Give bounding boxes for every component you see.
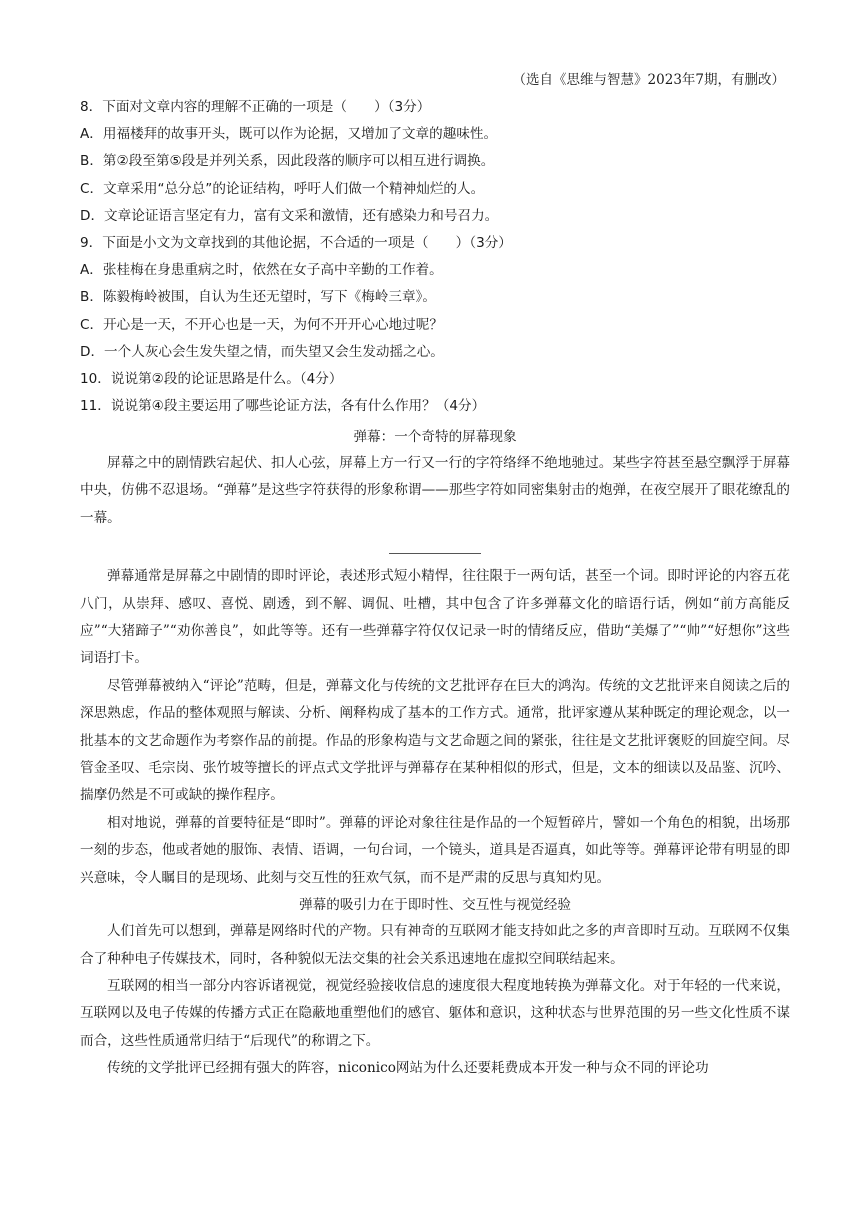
section-divider bbox=[389, 553, 481, 554]
article-heading-2: 弹幕的吸引力在于即时性、交互性与视觉经验 bbox=[299, 897, 571, 914]
option-8c: C．文章采用“总分总”的论证结构，呼吁人们做一个精神灿烂的人。 bbox=[80, 180, 485, 197]
option-9b: B．陈毅梅岭被围，自认为生还无望时，写下《梅岭三章》。 bbox=[80, 289, 436, 306]
option-9c: C．开心是一天，不开心也是一天，为何不开开心心地过呢？ bbox=[80, 316, 443, 333]
article-heading-1: 弹幕：一个奇特的屏幕现象 bbox=[353, 429, 517, 445]
article-paragraph: 尽管弹幕被纳入“评论”范畴，但是，弹幕文化与传统的文艺批评存在巨大的鸿沟。传统的文艺批评来自阅读之后的深思熟虑，作品的整体观照与解读、分析、阐释构成了基本的工作方式。通常，批评家遵从某种既定的理论观念，以一批基本的文艺命题作为考察作品的前提。作品的形象构造与文艺命题之间的紧张，往往是文艺批评褒贬的回旋空间。尽管金圣叹、毛宗岗、张竹坡等擅长的评点式文学批评与弹幕存在某种相似的形式，但是，文本的细读以及品鉴、沉吟、揣摩仍然是不可或缺的操作程序。 bbox=[80, 677, 790, 804]
option-8b: B．第②段至第⑤段是并列关系，因此段落的顺序可以相互进行调换。 bbox=[80, 153, 495, 170]
question-9: 9．下面是小文为文章找到的其他论据，不合适的一项是（ ）（3分） bbox=[80, 235, 512, 252]
article-intro-paragraph: 屏幕之中的剧情跌宕起伏、扣人心弦，屏幕上方一行又一行的字符络绎不绝地驰过。某些字符甚至悬空飘浮于屏幕中央，仿佛不忍退场。“弹幕”是这些字符获得的形象称谓——那些字符如同密集射击的炮弹，在夜空展开了眼花缭乱的一幕。 bbox=[80, 455, 790, 526]
article-paragraph: 弹幕通常是屏幕之中剧情的即时评论，表述形式短小精悍，往往限于一两句话，甚至一个词。即时评论的内容五花八门，从崇拜、感叹、喜悦、剧透，到不解、调侃、吐槽，其中包含了许多弹幕文化的暗语行话，例如“前方高能反应”“大猪蹄子”“劝你善良”，如此等等。还有一些弹幕字符仅仅记录一时的情绪反应，借助“美爆了”“帅”“好想你”这些词语打卡。 bbox=[80, 568, 790, 667]
option-8d: D．文章论证语言坚定有力，富有文采和激情，还有感染力和号召力。 bbox=[80, 207, 499, 224]
article-paragraph: 传统的文学批评已经拥有强大的阵容，niconico网站为什么还要耗费成本开发一种与众不同的评论功 bbox=[107, 1060, 709, 1077]
article-paragraph: 互联网的相当一部分内容诉诸视觉，视觉经验接收信息的速度很大程度地转换为弹幕文化。对于年轻的一代来说，互联网以及电子传媒的传播方式正在隐蔽地重塑他们的感官、躯体和意识，这种状态与世界范围的另一些文化性质不谋而合，这些性质通常归结于“后现代”的称谓之下。 bbox=[80, 977, 790, 1049]
question-11: 11．说说第④段主要运用了哪些论证方法，各有什么作用？（4分） bbox=[80, 398, 486, 415]
article-paragraph: 相对地说，弹幕的首要特征是“即时”。弹幕的评论对象往往是作品的一个短暂碎片，譬如一个角色的相貌，出场那一刻的步态，他或者她的服饰、表情、语调，一句台词，一个镜头，道具是否逼真，如此等等。弹幕评论带有明显的即兴意味，令人瞩目的是现场、此刻与交互性的狂欢气氛，而不是严肃的反思与真知灼见。 bbox=[80, 814, 790, 886]
article bbox=[80, 424, 790, 1083]
article-paragraph: 人们首先可以想到，弹幕是网络时代的产物。只有神奇的互联网才能支持如此之多的声音即时互动。互联网不仅集合了种种电子传媒技术，同时，各种貌似无法交集的社会关系迅速地在虚拟空间联结起来。 bbox=[80, 923, 790, 967]
question-8: 8．下面对文章内容的理解不正确的一项是（ ）（3分） bbox=[80, 99, 431, 115]
question-10: 10．说说第②段的论证思路是什么。（4分） bbox=[80, 371, 343, 388]
source-note: （选自《思维与智慧》2023年7期，有删改） bbox=[512, 72, 785, 88]
option-8a: A．用福楼拜的故事开头，既可以作为论据，又增加了文章的趣味性。 bbox=[80, 126, 498, 143]
question-list bbox=[80, 94, 790, 420]
option-9a: A．张桂梅在身患重病之时，依然在女子高中辛勤的工作着。 bbox=[80, 262, 443, 279]
option-9d: D．一个人灰心会生发失望之情，而失望又会生发动摇之心。 bbox=[80, 343, 444, 360]
